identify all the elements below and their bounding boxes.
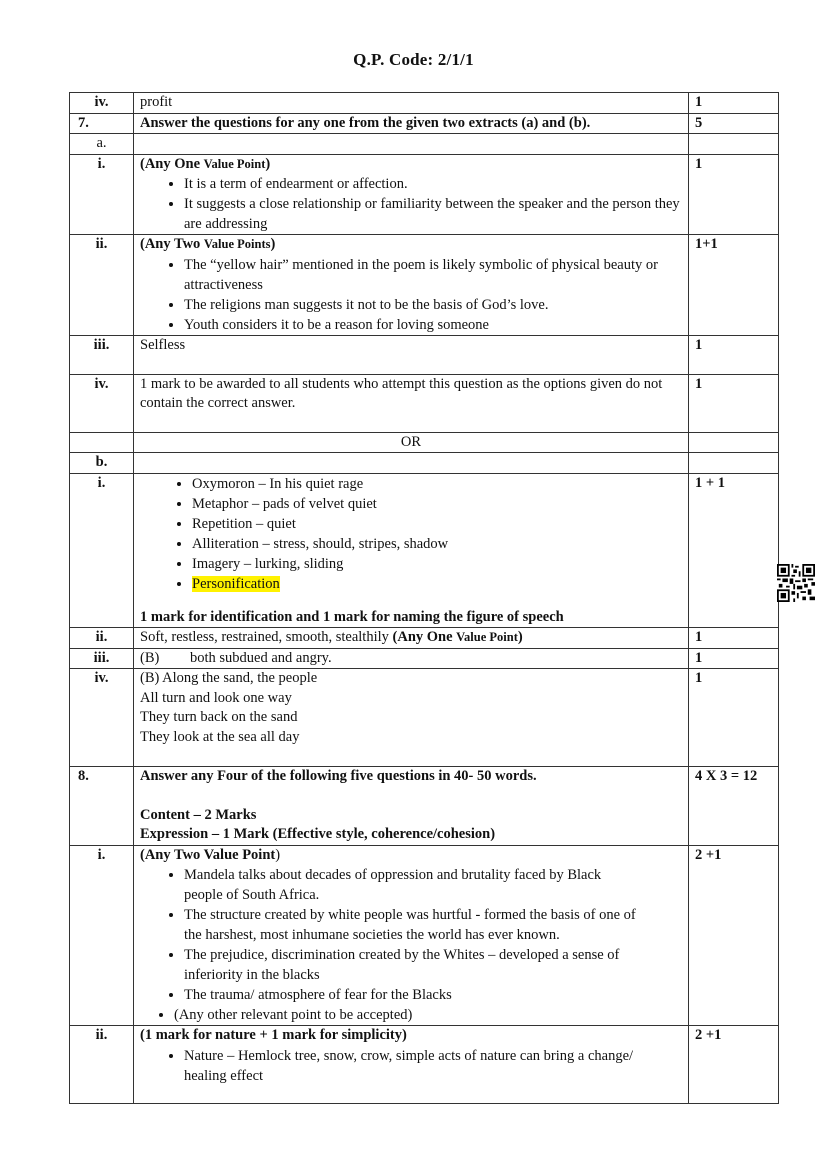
table-row	[70, 93, 779, 114]
marks-cell: 1	[689, 154, 779, 235]
marks-cell: 1	[689, 628, 779, 649]
question-text: Answer the questions for any one from the given two extracts (a) and (b).	[134, 113, 689, 134]
row-number: ii.	[70, 628, 134, 649]
row-number: i.	[70, 845, 134, 1026]
marks-cell: 4 X 3 = 12	[689, 767, 779, 846]
marks-cell	[689, 134, 779, 155]
table-row	[70, 473, 779, 628]
row-number: iv.	[70, 669, 134, 767]
row-number: iii.	[70, 648, 134, 669]
answer-cell	[134, 628, 689, 649]
row-number: i.	[70, 473, 134, 628]
table-row	[70, 845, 779, 1026]
value-point-head-small: Value Points	[203, 237, 271, 251]
list-item: • The prejudice, discrimination created by the Whites – developed a sense of inferiority in the blacks	[184, 945, 642, 985]
expression-marks: Expression – 1 Mark (Effective style, coherence/cohesion)	[140, 826, 496, 842]
marks-cell	[689, 432, 779, 453]
question-number: 8.	[70, 767, 134, 846]
marks-cell: 5	[689, 113, 779, 134]
marks-cell	[689, 453, 779, 474]
list-item: • The religions man suggests it not to be the basis of God’s love.	[184, 295, 682, 315]
highlighted-text: Personification	[192, 575, 280, 592]
table-row	[70, 432, 779, 453]
poem-line: They look at the sea all day	[140, 728, 300, 745]
poem-line: All turn and look one way	[140, 689, 292, 706]
answer-text: Soft, restless, restrained, smooth, stealthily	[140, 629, 393, 645]
answer-cell	[134, 235, 689, 336]
table-row	[70, 1026, 779, 1104]
table-row	[70, 335, 779, 374]
row-number: iv.	[70, 374, 134, 432]
value-point-head-end: )	[270, 236, 276, 252]
marks-cell: 2 +1	[689, 845, 779, 1026]
list-item: • Repetition – quiet	[192, 514, 682, 534]
list-item: • Mandela talks about decades of oppression and brutality faced by Black people of South Africa.	[184, 865, 642, 905]
list-item: • Youth considers it to be a reason for loving someone	[184, 315, 682, 335]
value-point-head: (Any Two Value Point	[140, 846, 276, 863]
value-point-head-end: )	[517, 629, 523, 645]
marks-cell: 2 +1	[689, 1026, 779, 1104]
list-item: • Imagery – lurking, sliding	[192, 554, 682, 574]
value-point-head: (Any Two	[140, 236, 204, 252]
value-point-head-small: Value Point	[203, 156, 266, 171]
row-number: i.	[70, 154, 134, 235]
value-point-head: (Any One	[392, 629, 457, 645]
list-item: • Alliteration – stress, should, stripes, shadow	[192, 534, 682, 554]
list-item: • The structure created by white people was hurtful - formed the basis of one of the harshest, most inhumane societies the world has ever known.	[184, 905, 642, 945]
answer-cell	[134, 648, 689, 669]
answer-cell: Selfless	[134, 335, 689, 374]
value-point-head: (1 mark for nature + 1 mark for simplicity)	[140, 1027, 407, 1043]
extract-label: a.	[70, 134, 134, 155]
answer-cell	[134, 1026, 689, 1104]
table-row	[70, 767, 779, 846]
table-row	[70, 648, 779, 669]
question-cell	[134, 767, 689, 846]
marks-cell: 1 + 1	[689, 473, 779, 628]
poem-line: (B) Along the sand, the people	[140, 670, 318, 686]
answer-cell	[134, 154, 689, 235]
value-point-head-end: )	[275, 846, 281, 863]
list-item-highlighted	[192, 574, 682, 594]
table-row	[70, 628, 779, 649]
marks-cell: 1	[689, 335, 779, 374]
option-label: (B)	[140, 649, 160, 666]
question-number: 7.	[70, 113, 134, 134]
row-number: iv.	[70, 93, 134, 114]
list-item: • It suggests a close relationship or familiarity between the speaker and the person they are addressing	[184, 194, 682, 234]
or-separator: OR	[134, 432, 689, 453]
value-point-head: (Any One	[140, 155, 204, 172]
table-row	[70, 154, 779, 235]
qr-code-icon	[777, 564, 815, 602]
marks-cell: 1	[689, 93, 779, 114]
table-row	[70, 453, 779, 474]
table-row	[70, 235, 779, 336]
list-item: • The “yellow hair” mentioned in the poem is likely symbolic of physical beauty or attractiveness	[184, 255, 682, 295]
answer-cell: profit	[134, 93, 689, 114]
answer-cell	[134, 134, 689, 155]
row-number: ii.	[70, 235, 134, 336]
marks-cell: 1+1	[689, 235, 779, 336]
answer-cell	[134, 845, 689, 1026]
table-row	[70, 134, 779, 155]
list-item: • The trauma/ atmosphere of fear for the Blacks	[184, 985, 642, 1005]
value-point-head-small: Value Point	[456, 630, 518, 644]
row-number: ii.	[70, 1026, 134, 1104]
row-number	[70, 432, 134, 453]
content-marks: Content – 2 Marks	[140, 806, 257, 823]
qp-code-title: Q.P. Code: 2/1/1	[353, 50, 474, 69]
answer-text: both subdued and angry.	[190, 649, 332, 666]
list-item: • Metaphor – pads of velvet quiet	[192, 494, 682, 514]
extract-label: b.	[70, 453, 134, 474]
poem-line: They turn back on the sand	[140, 709, 298, 725]
table-row	[70, 113, 779, 134]
answer-cell	[134, 453, 689, 474]
marking-scheme-table	[69, 92, 779, 1104]
list-item: • Oxymoron – In his quiet rage	[192, 474, 682, 494]
table-row	[70, 374, 779, 432]
value-point-head-end: )	[265, 155, 271, 172]
list-item: • (Any other relevant point to be accepted)	[174, 1005, 682, 1025]
marks-cell: 1	[689, 648, 779, 669]
answer-cell	[134, 473, 689, 628]
row-number: iii.	[70, 335, 134, 374]
list-item: • Nature – Hemlock tree, snow, crow, simple acts of nature can bring a change/ healing effect	[184, 1046, 642, 1086]
list-item: • It is a term of endearment or affection.	[184, 174, 682, 194]
marking-note: 1 mark for identification and 1 mark for naming the figure of speech	[140, 608, 564, 625]
answer-cell: 1 mark to be awarded to all students who attempt this question as the options given do not contain the correct answer.	[134, 374, 689, 432]
question-text: Answer any Four of the following five questions in 40- 50 words.	[140, 768, 537, 784]
table-row	[70, 669, 779, 767]
marks-cell: 1	[689, 374, 779, 432]
answer-cell	[134, 669, 689, 767]
marks-cell: 1	[689, 669, 779, 767]
